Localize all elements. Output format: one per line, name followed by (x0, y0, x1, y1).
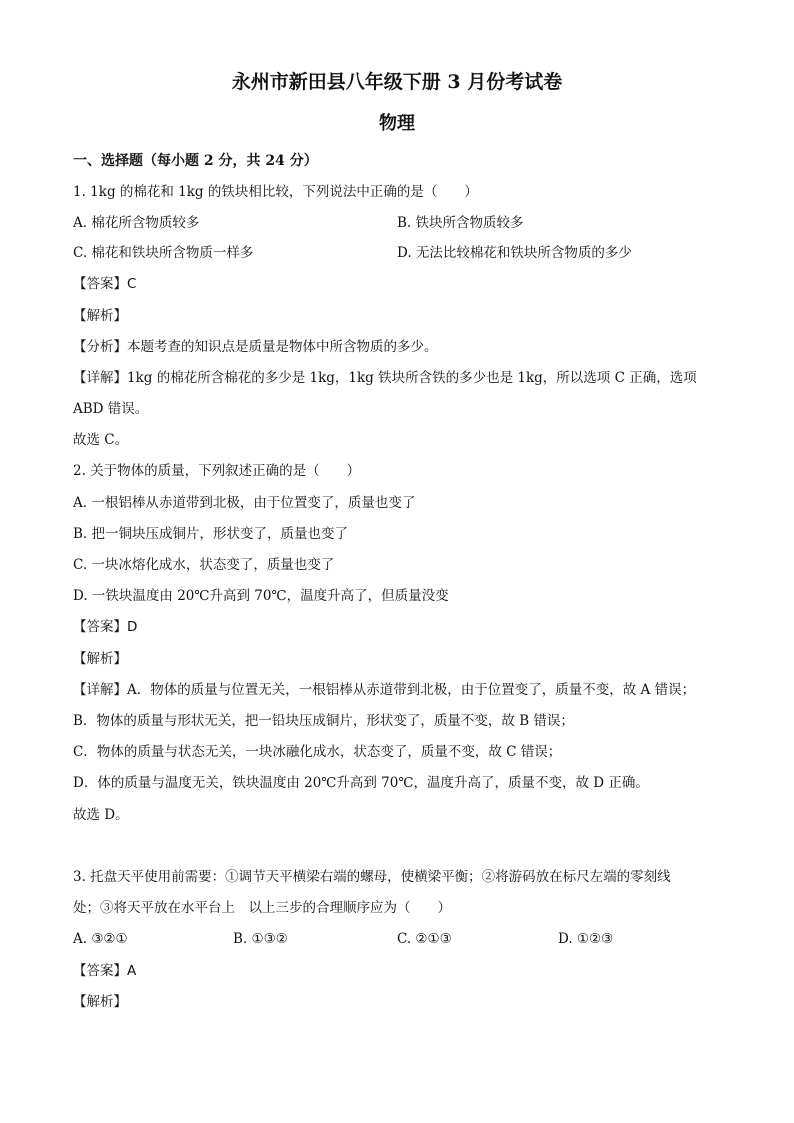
question-1-stem: 1. 1kg 的棉花和 1kg 的铁块相比较，下列说法中正确的是（ ） (73, 184, 478, 200)
question-2-answer: 【答案】D (73, 619, 138, 635)
question-2-option-d: D. 一铁块温度由 20℃升高到 70℃，温度升高了，但质量没变 (73, 588, 449, 604)
question-1-fenxi: 【分析】本题考查的知识点是质量是物体中所含物质的多少。 (73, 339, 438, 355)
exam-title: 永州市新田县八年级下册 3 月份考试卷 (231, 71, 563, 93)
question-3-stem-line-2: 处；③将天平放在水平台上 以上三步的合理顺序应为（ ） (73, 900, 451, 916)
question-2-stem: 2. 关于物体的质量，下列叙述正确的是（ ） (73, 463, 361, 479)
question-3-option-c: C. ②①③ (397, 931, 452, 947)
question-1-detail-line-2: ABD 错误。 (73, 401, 149, 417)
question-2-option-c: C. 一块冰熔化成水，状态变了，质量也变了 (73, 557, 335, 573)
question-3-answer: 【答案】A (73, 963, 137, 979)
question-3-option-b: B. ①③② (233, 931, 288, 947)
subject-title: 物理 (379, 113, 415, 134)
question-3-option-d: D. ①②③ (558, 931, 614, 947)
question-3-option-a: A. ③②① (73, 931, 128, 947)
question-1-option-a: A. 棉花所含物质较多 (73, 215, 200, 231)
question-2-conclusion: 故选 D。 (73, 807, 129, 823)
question-1-option-d: D. 无法比较棉花和铁块所含物质的多少 (397, 245, 632, 261)
question-1-conclusion: 故选 C。 (73, 432, 129, 448)
question-2-detail-line-4: D．体的质量与温度无关，铁块温度由 20℃升高到 70℃，温度升高了，质量不变，故 D 正确。 (73, 775, 649, 791)
question-1-answer: 【答案】C (73, 276, 137, 292)
question-1-analysis-label: 【解析】 (73, 308, 127, 324)
section-heading: 一、选择题（每小题 2 分，共 24 分） (73, 153, 318, 169)
question-1-option-c: C. 棉花和铁块所含物质一样多 (73, 245, 254, 261)
question-1-detail-line-1: 【详解】1kg 的棉花所含棉花的多少是 1kg，1kg 铁块所含铁的多少也是 1kg，所以选项 C 正确，选项 (73, 370, 697, 386)
question-3-stem-line-1: 3. 托盘天平使用前需要：①调节天平横梁右端的螺母，使横梁平衡；②将游码放在标尺左端的零刻线 (73, 869, 671, 885)
question-2-detail-line-3: C．物体的质量与状态无关，一块冰融化成水，状态变了，质量不变，故 C 错误； (73, 744, 562, 760)
question-2-option-b: B. 把一铜块压成铜片，形状变了，质量也变了 (73, 526, 349, 542)
question-3-analysis-label: 【解析】 (73, 994, 127, 1010)
question-1-option-b: B. 铁块所含物质较多 (397, 215, 524, 231)
question-2-analysis-label: 【解析】 (73, 651, 127, 667)
question-2-detail-line-1: 【详解】A．物体的质量与位置无关，一根铝棒从赤道带到北极，由于位置变了，质量不变，故 A 错误； (73, 682, 696, 698)
question-2-option-a: A. 一根铝棒从赤道带到北极，由于位置变了，质量也变了 (73, 495, 416, 511)
question-2-detail-line-2: B．物体的质量与形状无关，把一铅块压成铜片，形状变了，质量不变，故 B 错误； (73, 713, 574, 729)
